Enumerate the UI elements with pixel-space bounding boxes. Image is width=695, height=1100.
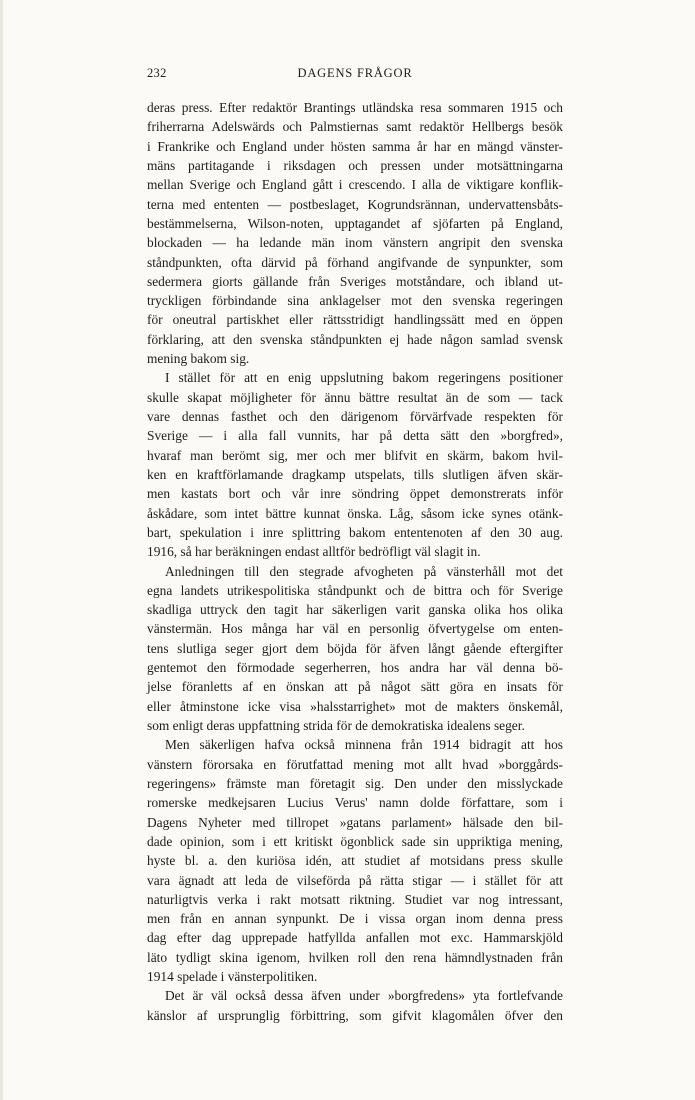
text-line: förklaring, att den svenska ståndpunkten ej hade någon samlad svensk [147, 331, 563, 347]
text-line: sedermera giorts gällande från Sveriges motståndare, och ibland ut- [147, 273, 563, 289]
text-line: mening bakom sig. [147, 351, 250, 367]
text-line: 1916, så har beräkningen endast alltför bedröfligt väl slagit in. [147, 544, 481, 560]
text-line: ståndpunkten, ofta därvid på förhand angifvande de synpunkter, som [147, 254, 563, 270]
text-line: tryckligen förbindande sina anklagelser mot den svenska regeringen [147, 293, 563, 309]
text-line: skulle skapat möjligheter för ännu bättre resultat än de som — tack [147, 389, 563, 405]
text-line: friherrarna Adelswärds och Palmstiernas samt redaktör Hellbergs besök [147, 119, 563, 135]
running-head [147, 66, 563, 84]
text-line: Anledningen till den stegrade afvogheten på vänsterhåll mot det [165, 563, 563, 579]
text-line: Det är väl också dessa äfven under »borgfredens» yta fortlefvande [165, 988, 563, 1004]
text-line: men kastats bort och vår inre söndring öppet demonstrerats inför [147, 486, 563, 502]
text-line: hyste bl. a. den kuriösa idén, att studiet af motsidans press skulle [147, 853, 563, 869]
text-line: som enligt deras uppfattning strida för de demokratiska idealens seger. [147, 718, 525, 733]
text-line: mellan Sverige och England gått i crescendo. I alla de viktigare konflik- [147, 177, 563, 193]
text-line: terna med ententen — postbeslaget, Kogrundsrännan, undervattensbåts- [147, 196, 563, 212]
text-line: naturligtvis verka i rakt motsatt riktning. Studiet var nog intressant, [147, 891, 563, 907]
text-line: mäns partitagande i riksdagen och pressen under motsättningarna [147, 157, 563, 173]
text-line: hvaraf man berömt sig, mer och mer blifvit en skärm, bakom hvil- [147, 447, 563, 463]
page-number: 232 [147, 66, 167, 80]
text-line: dag efter dag upprepade hatfyllda anfallen mot exc. Hammarskjöld [147, 930, 563, 946]
text-line: skadliga uttryck den tagit har säkerligen varit ganska olika hos olika [147, 602, 563, 618]
text-line: i Frankrike och England under hösten samma år har en mängd vänster- [147, 138, 563, 154]
text-line: Sverige — i alla fall vunnits, har på detta sätt den »borgfred», [147, 428, 563, 444]
text-line: regeringens» främste man företagit sig. Den under den misslyckade [147, 775, 563, 791]
text-line: I stället för att en enig uppslutning bakom regeringens positioner [165, 370, 563, 386]
text-line: bestämmelserna, Wilson-noten, upptagandet af sjöfarten på England, [147, 215, 563, 231]
text-line: Dagens Nyheter med tillropet »gatans parlament» hälsade den bil- [147, 814, 563, 830]
text-line: tens slutliga seger gjort dem böjda för äfven långt gående eftergifter [147, 640, 563, 656]
text-body [147, 98, 563, 1025]
text-line: eller åtminstone icke visa »halsstarrighet» mot de makters önskemål, [147, 698, 563, 714]
text-line: vänstermän. Hos många har väl en personlig öfvertygelse om enten- [147, 621, 563, 637]
text-line: deras press. Efter redaktör Brantings utländska resa sommaren 1915 och [147, 100, 563, 115]
text-line: gentemot den förmodade segerherren, hos andra har väl denna bö- [147, 660, 563, 676]
text-line: 1914 spelade i vänsterpolitiken. [147, 969, 318, 985]
running-title: DAGENS FRÅGOR [297, 66, 413, 80]
text-line: egna landets utrikespolitiska ståndpunkt och de bittra och för Sverige [147, 582, 563, 598]
text-line: bart, spekulation i inre splittring bakom ententenoten af den 30 aug. [147, 524, 563, 540]
text-line: men från en annan synpunkt. De i vissa organ inom denna press [147, 911, 563, 927]
text-line: åskådare, som intet bättre kunnat önska. Låg, såsom icke synes otänk- [147, 505, 563, 521]
text-line: vänstern förorsaka en förutfattad mening mot allt hvad »borggårds- [147, 756, 563, 772]
text-line: ken en kraftförlamande dragkamp utspelats, tills slutligen äfven skär- [147, 466, 563, 482]
text-line: läto tydligt skina igenom, hvilken roll den rena hämndlystnaden från [147, 949, 563, 965]
text-line: Men säkerligen hafva också minnena från 1914 bidragit att hos [165, 737, 563, 753]
text-line: vara ägnadt att leda de vilseförda på rätta stigar — i stället för att [147, 872, 563, 888]
text-line: dade opinion, som i ett kritiskt ögonblick sade sin uppriktiga mening, [147, 833, 563, 849]
text-line: för oneutral partiskhet eller rättsstridigt handlingssätt med en öppen [147, 312, 563, 328]
text-line: jelse föranletts af en önskan att på något sätt göra en insats för [147, 679, 563, 695]
text-line: blockaden — ha ledande män inom vänstern angripit den svenska [147, 235, 563, 251]
text-line: romerske medkejsaren Lucius Verus' namn dolde författare, som i [147, 795, 563, 811]
text-line: känslor af ursprunglig förbittring, som gifvit klagomålen öfver den [147, 1007, 563, 1023]
text-line: vare dennas fasthet och den därigenom förvärfvade respekten för [147, 409, 563, 424]
